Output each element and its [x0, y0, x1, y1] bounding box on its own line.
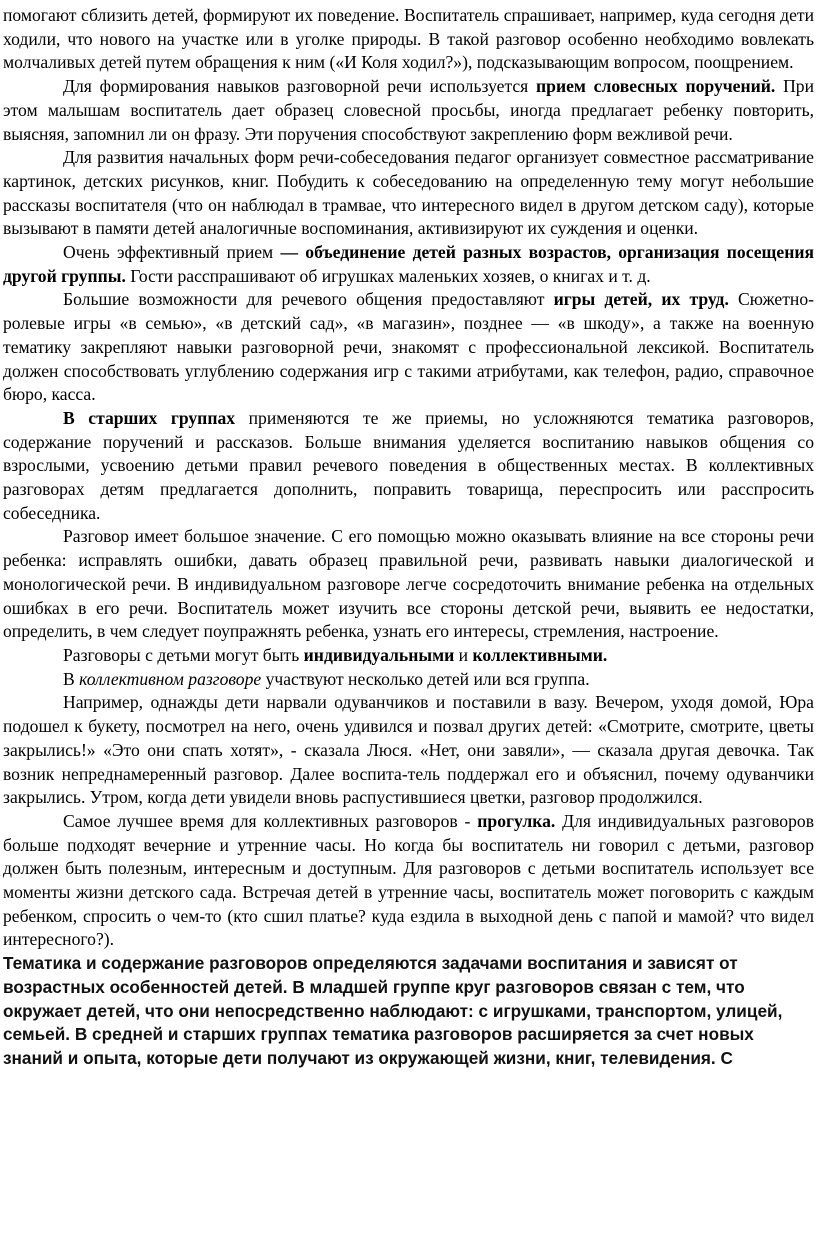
text-segment: помогают сблизить детей, формируют их поведение. Воспитатель спрашивает, например, куда сегодня дети ходили, что нового на участке или в уголке природы. В такой разговор особенно необходимо вовлекать молчаливых детей путем обращения к ним («И Коля ходил?»), подсказывающим вопросом, поощрением.	[3, 5, 814, 73]
text-segment: Гости расспрашивают об игрушках маленьких хозяев, о книгах и т. д.	[125, 265, 651, 286]
text-segment: При этом малышам воспитатель дает образец словесной просьбы, иногда предлагает ребенку повторить, выясняя, запомнил ли он фразу. Эти поручения способствуют закреплению форм вежливой речи.	[3, 76, 814, 144]
paragraph-p1	[3, 4, 814, 75]
text-segment: участвуют несколько детей или вся группа.	[261, 668, 590, 689]
paragraph-p4	[3, 241, 814, 288]
bold-term: игры детей, их труд.	[553, 289, 729, 310]
text-segment: Очень эффективный прием	[63, 242, 281, 263]
text-segment: Тематика и содержание разговоров определяются задачами воспитания и зависят от возрастных особенностей детей. В младшей группе круг разговоров связан с тем, что окружает детей, что они непосредственно наблюдают: с игрушками, транспортом, улицей, семьей. В средней и старших группах тематика разговоров расширяется за счет новых знаний и опыта, которые дети получают из окружающей жизни, книг, телевидения. С	[3, 953, 783, 1068]
paragraph-p10	[3, 691, 814, 810]
bold-term: прием словесных поручений.	[536, 76, 776, 97]
text-segment: Сюжетно-ролевые игры «в семью», «в детский сад», «в магазин», позднее — «в шкоду», а также на военную тематику закрепляют навыки разговорной речи, знакомят с профессиональной лексикой. Воспитатель должен способствовать углублению содержания игр с такими атрибутами, как телефон, радио, справочное бюро, касса.	[3, 289, 814, 405]
paragraph-p3	[3, 146, 814, 241]
text-segment: Большие возможности для речевого общения предоставляют	[63, 289, 554, 310]
paragraph-p2	[3, 75, 814, 146]
bold-term: — объединение детей разных возрастов, организация посещения другой группы.	[3, 242, 814, 286]
bold-term: коллективными.	[472, 644, 608, 665]
text-segment: Для развития начальных форм речи-собеседования педагог организует совместное рассматривание картинок, детских рисунков, книг. Побудить к собеседованию на определенную тему могут небольшие рассказы воспитателя (что он наблюдал в трамвае, что интересного видел в другом детском саду), которые вызывают в памяти детей аналогичные воспоминания, активизируют их суждения и оценки.	[3, 147, 814, 239]
text-segment: Разговор имеет большое значение. С его помощью можно оказывать влияние на все стороны речи ребенка: исправлять ошибки, давать образец правильной речи, развивать навыки диалогической и монологической речи. В индивидуальном разговоре легче сосредоточить внимание ребенка на отдельных ошибках в его речи. Воспитатель может изучить все стороны детской речи, выявить ее недостатки, определить, в чем следует поупражнять ребенка, узнать его интересы, стремления, настроение.	[3, 526, 814, 642]
text-segment: В	[63, 668, 80, 689]
text-segment: и	[454, 644, 473, 665]
bold-term: В старших группах	[63, 407, 236, 428]
text-segment: применяются те же приемы, но усложняются тематика разговоров, содержание поручений и рассказов. Больше внимания уделяется воспитанию навыков общения со взрослыми, усвоению детьми правил речевого поведения в общественных местах. В коллективных разговорах детям предлагается дополнить, поправить товарища, переспросить или расспросить собеседника.	[3, 407, 814, 523]
bold-term: индивидуальными	[303, 644, 455, 665]
italic-term: коллективном разговоре	[79, 668, 262, 689]
text-segment: Например, однажды дети нарвали одуванчиков и поставили в вазу. Вечером, уходя домой, Юра подошел к букету, посмотрел на него, очень удивился и позвал других детей: «Смотрите, смотрите, цветы закрылись!» «Это они спать хотят», - сказала Люся. «Нет, они завяли», — сказала другая девочка. Так возник непреднамеренный разговор. Далее воспита-тель поддержал его и объяснил, почему одуванчики закрылись. Утром, когда дети увидели вновь распустившиеся цветки, разговор продолжился.	[3, 692, 814, 808]
bold-term: прогулка.	[477, 810, 556, 831]
paragraph-p7	[3, 525, 814, 644]
paragraph-p5	[3, 288, 814, 407]
paragraph-p12	[3, 952, 814, 1071]
text-segment: Для формирования навыков разговорной речи используется	[63, 76, 537, 97]
paragraph-p8	[3, 644, 814, 668]
text-segment: Для индивидуальных разговоров больше подходят вечерние и утренние часы. Но когда бы воспитатель ни говорил с детьми, разговор должен быть полезным, интересным и доступным. Для разговоров с детьми воспитатель использует все моменты жизни детского сада. Встречая детей в утренние часы, воспитатель может поговорить с каждым ребенком, спросить о чем-то (кто сшил платье? куда ездила в выходной день с папой и мамой? что видел интересного?).	[3, 810, 814, 950]
text-segment: Самое лучшее время для коллективных разговоров -	[63, 810, 478, 831]
paragraph-p6	[3, 407, 814, 526]
paragraph-p9	[3, 668, 814, 692]
text-segment: Разговоры с детьми могут быть	[63, 644, 304, 665]
paragraph-p11	[3, 810, 814, 952]
